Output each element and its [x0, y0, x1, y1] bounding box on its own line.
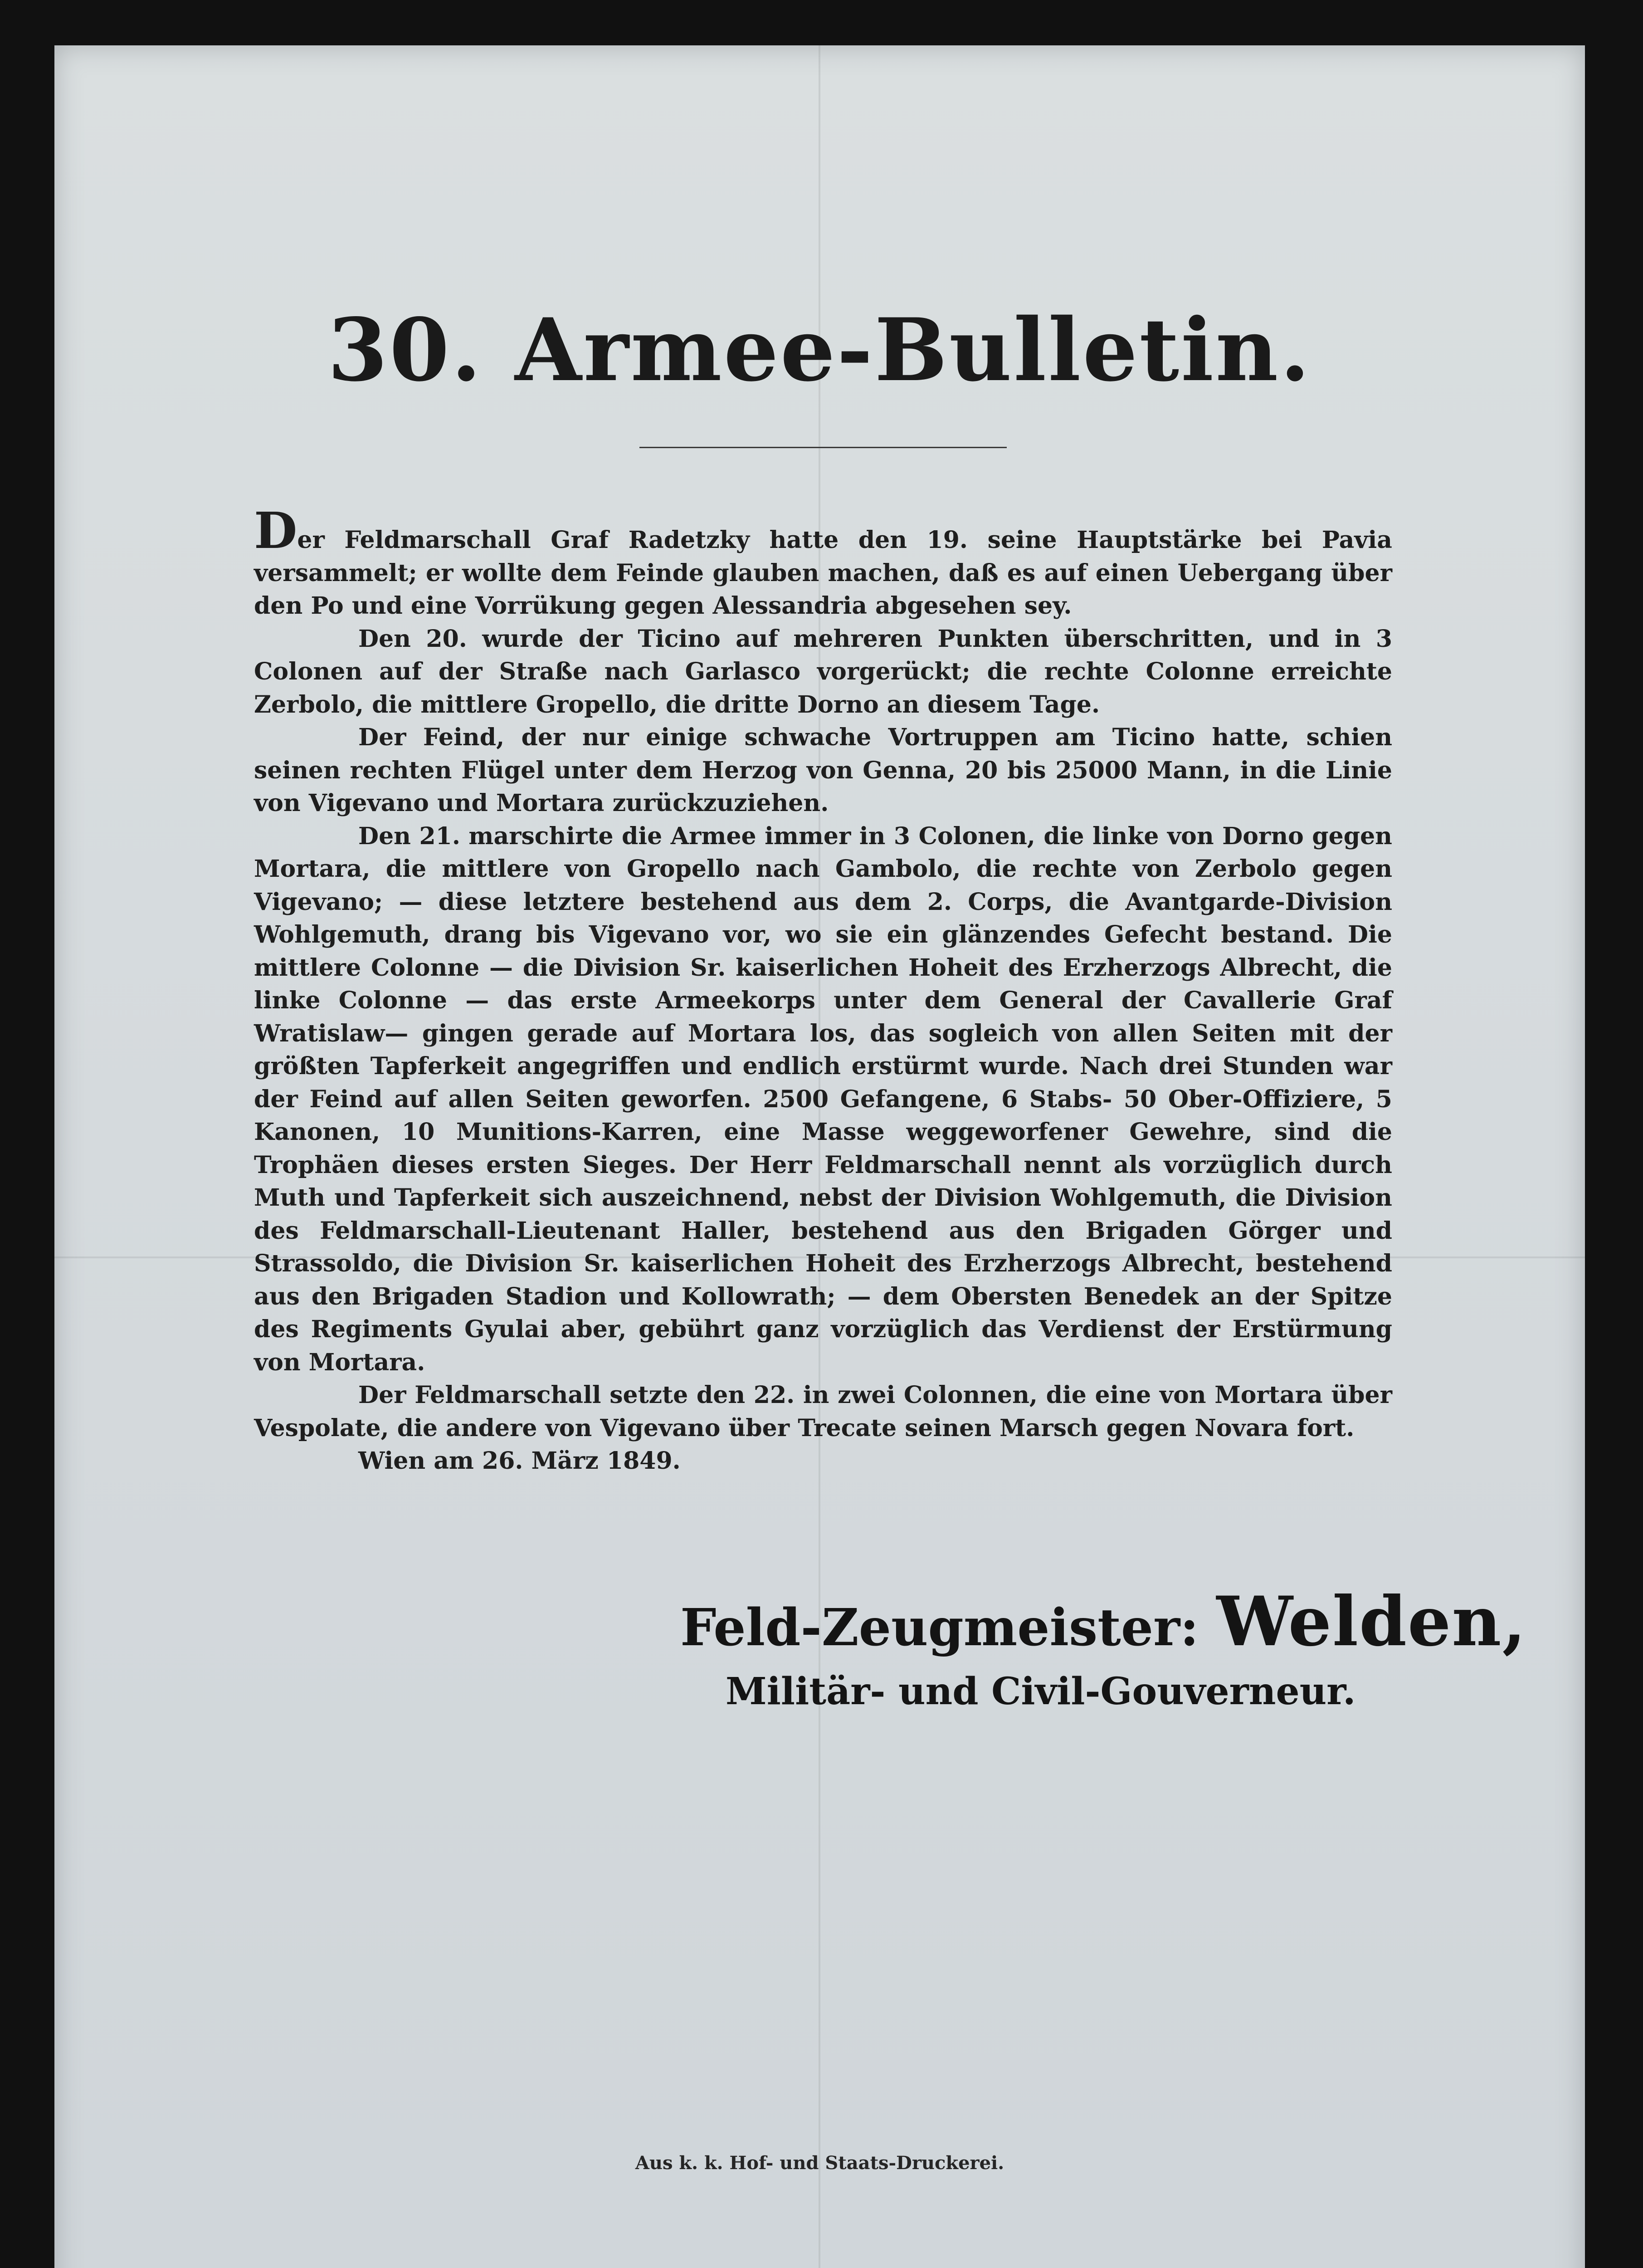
document-page — [54, 45, 1585, 2268]
title-divider — [639, 447, 1007, 448]
paragraph: Der Feldmarschall setzte den 22. in zwei Colonnen, die eine von Mortara über Vespolate, die andere von Vigevano über Trecate seinen Marsch gegen Novara fort. — [254, 1381, 1392, 1442]
bulletin-body — [254, 501, 1392, 1478]
signature-name: Welden, — [1216, 1582, 1527, 1662]
signature-rank-line — [680, 1582, 1527, 1662]
paragraph: Den 21. marschirte die Armee immer in 3 Colonen, die linke von Dorno gegen Mortara, die mittlere von Gropello nach Gambolo, die rechte von Zerbolo gegen Vigevano; — diese letztere bestehend aus dem 2. Corps, die Avantgarde-Division Wohlgemuth, drang bis Vigevano vor, wo sie ein glänzendes Gefecht bestand. Die mittlere Colonne — die Division Sr. kaiserlichen Hoheit des Erzherzogs Albrecht, die linke Colonne — das erste Armeekorps unter dem General der Cavallerie Graf Wratislaw— gingen gerade auf Mortara los, das sogleich von allen Seiten mit der größten Tapferkeit angegriffen und endlich erstürmt wurde. Nach drei Stunden war der Feind auf allen Seiten geworfen. 2500 Gefangene, 6 Stabs- 50 Ober-Offiziere, 5 Kanonen, 10 Munitions-Karren, eine Masse weggeworfener Gewehre, sind die Trophäen dieses ersten Sieges. Der Herr Feldmarschall nennt als vorzüglich durch Muth und Tapferkeit sich auszeichnend, nebst der Division Wohlgemuth, die Division des Feldmarschall-Lieutenant Haller, bestehend aus den Brigaden Görger und Strassoldo, die Division Sr. kaiserlichen Hoheit des Erzherzogs Albrecht, bestehend aus den Brigaden Stadion und Kollowrath; — dem Obersten Benedek an der Spitze des Regiments Gyulai aber, gebührt ganz vorzüglich das Verdienst der Erstürmung von Mortara. — [254, 822, 1392, 1376]
signature-office: Militär- und Civil-Gouverneur. — [726, 1670, 1356, 1713]
paragraph: Der Feldmarschall Graf Radetzky hatte den 19. seine Hauptstärke bei Pavia versammelt; er wollte dem Feinde glauben machen, daß es auf einen Uebergang über den Po und eine Vorrükung gegen Alessandria abgesehen sey. — [254, 501, 1392, 620]
printer-imprint: Aus k. k. Hof- und Staats-Druckerei. — [635, 2152, 1004, 2174]
date-line: Wien am 26. März 1849. — [358, 1447, 681, 1475]
signature-rank: Feld-Zeugmeister: — [680, 1598, 1217, 1657]
paragraph: Den 20. wurde der Ticino auf mehreren Punkten überschritten, und in 3 Colonen auf der Straße nach Garlasco vorgerückt; die rechte Colonne erreichte Zerbolo, die mittlere Gropello, die dritte Dorno an diesem Tage. — [254, 625, 1392, 719]
paragraph: Der Feind, der nur einige schwache Vortruppen am Ticino hatte, schien seinen rechten Flügel unter dem Herzog von Genna, 20 bis 25000 Mann, in die Linie von Vigevano und Mortara zurückzuziehen. — [254, 723, 1392, 817]
page-title: 30. Armee-Bulletin. — [327, 299, 1312, 401]
signature-block — [680, 1582, 1527, 1721]
